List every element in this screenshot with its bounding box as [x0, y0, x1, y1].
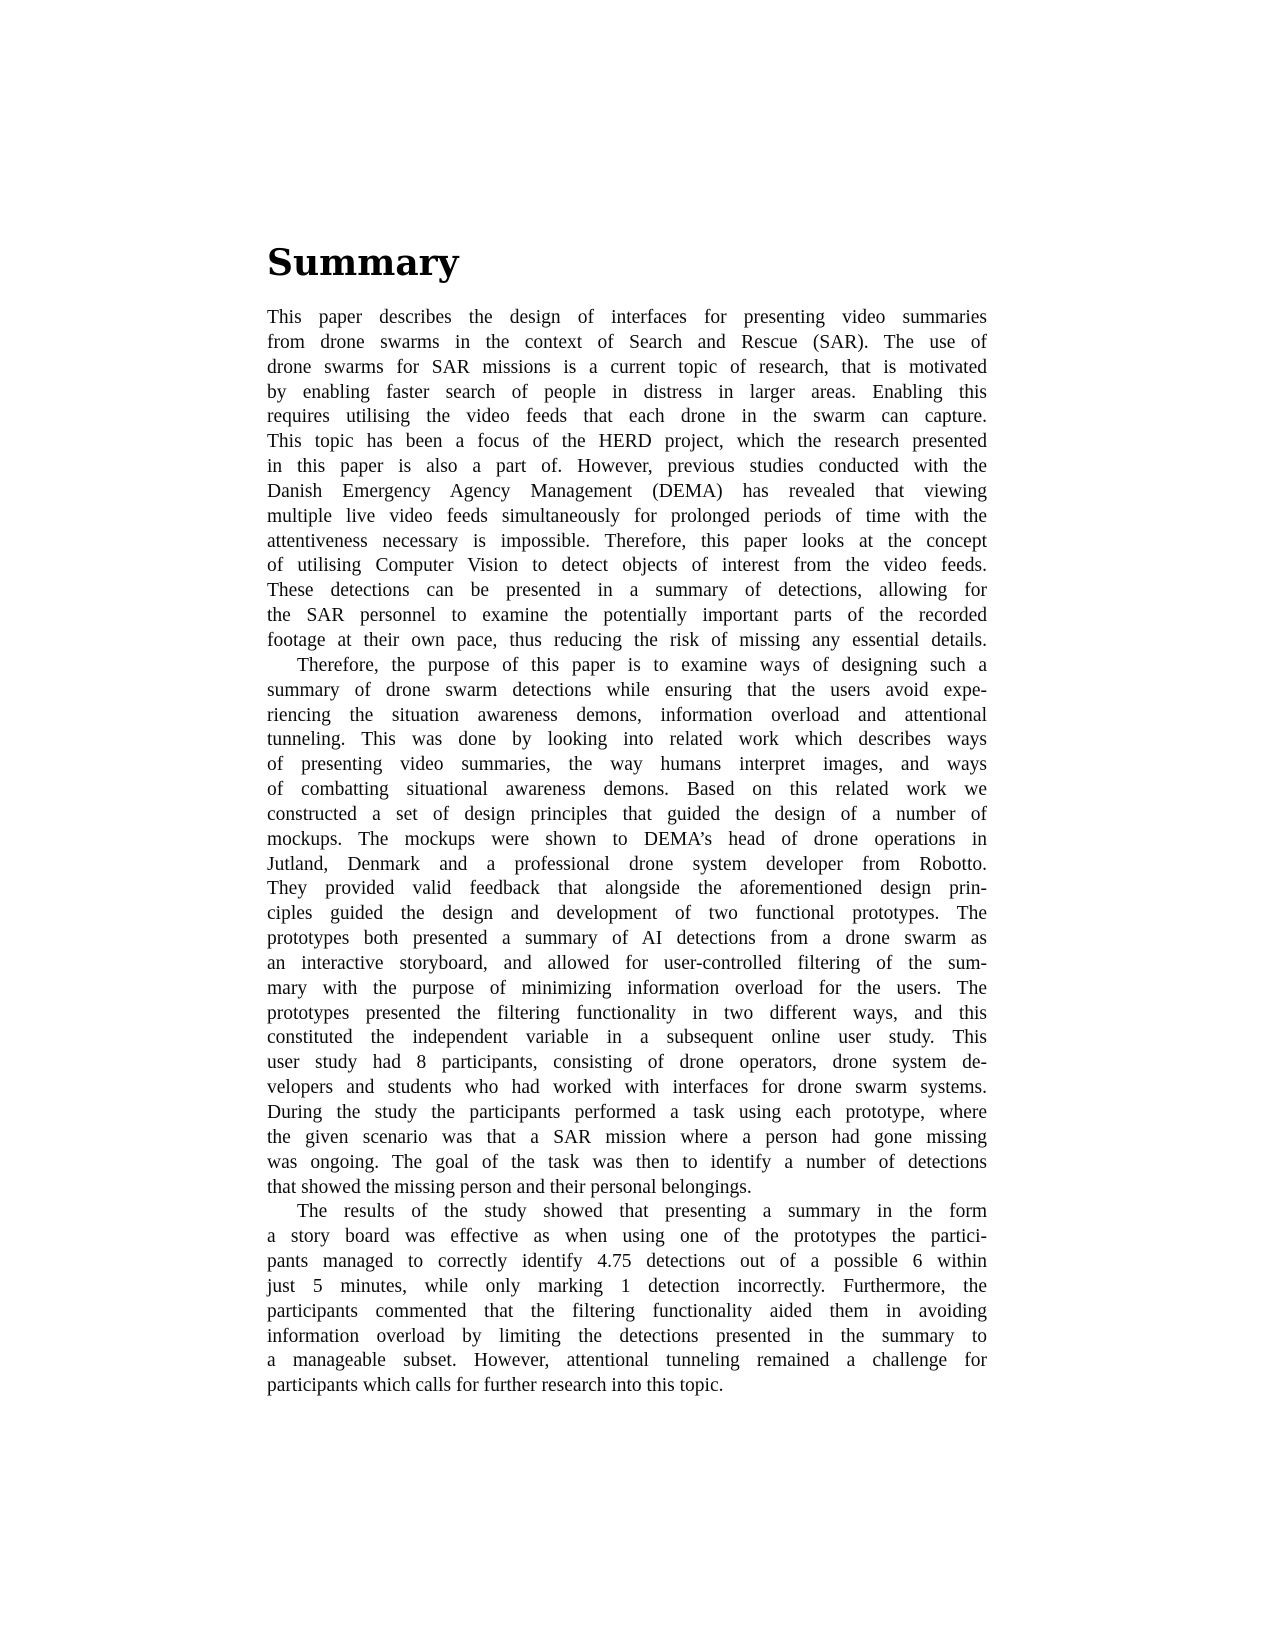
- text-column: [267, 244, 987, 1399]
- text-line: tunneling. This was done by looking into related work which describes ways: [267, 729, 987, 751]
- text-line: a story board was effective as when using one of the prototypes the partici-: [267, 1226, 987, 1248]
- text-line: participants commented that the filtering functionality aided them in avoiding: [267, 1300, 987, 1322]
- text-line: of utilising Computer Vision to detect objects of interest from the video feeds.: [267, 555, 987, 577]
- text-line: of presenting video summaries, the way humans interpret images, and ways: [267, 754, 987, 776]
- text-line: This topic has been a focus of the HERD project, which the research presented: [267, 431, 987, 453]
- text-line: by enabling faster search of people in distress in larger areas. Enabling this: [267, 381, 987, 403]
- text-line: drone swarms for SAR missions is a current topic of research, that is motivated: [267, 356, 987, 378]
- text-line: of combatting situational awareness demons. Based on this related work we: [267, 779, 987, 801]
- text-line: riencing the situation awareness demons, information overload and attentional: [267, 704, 987, 726]
- text-line: attentiveness necessary is impossible. Therefore, this paper looks at the concept: [267, 530, 987, 552]
- text-line: that showed the missing person and their personal belongings.: [267, 1176, 752, 1198]
- text-line: participants which calls for further research into this topic.: [267, 1375, 724, 1397]
- text-line: They provided valid feedback that alongside the aforementioned design prin-: [267, 878, 987, 900]
- text-line: prototypes both presented a summary of AI detections from a drone swarm as: [267, 928, 987, 950]
- text-line: information overload by limiting the detections presented in the summary to: [267, 1325, 987, 1347]
- text-line: from drone swarms in the context of Search and Rescue (SAR). The use of: [267, 331, 987, 353]
- text-line: mary with the purpose of minimizing information overload for the users. The: [267, 977, 987, 999]
- text-line: During the study the participants performed a task using each prototype, where: [267, 1102, 987, 1123]
- text-line: just 5 minutes, while only marking 1 detection incorrectly. Furthermore, the: [267, 1275, 987, 1297]
- text-line: requires utilising the video feeds that each drone in the swarm can capture.: [267, 406, 987, 428]
- text-line: prototypes presented the filtering functionality in two different ways, and this: [267, 1002, 987, 1024]
- text-line: Jutland, Denmark and a professional drone system developer from Robotto.: [267, 853, 987, 875]
- text-line: pants managed to correctly identify 4.75 detections out of a possible 6 within: [267, 1251, 987, 1273]
- text-line: Danish Emergency Agency Management (DEMA) has revealed that viewing: [267, 480, 987, 502]
- text-line: a manageable subset. However, attentional tunneling remained a challenge for: [267, 1350, 987, 1372]
- text-line: was ongoing. The goal of the task was then to identify a number of detections: [267, 1151, 987, 1173]
- document-body: [267, 306, 987, 1399]
- text-line: the SAR personnel to examine the potentially important parts of the recorded: [267, 605, 987, 627]
- text-line: in this paper is also a part of. However, previous studies conducted with the: [267, 456, 987, 478]
- text-line: constructed a set of design principles that guided the design of a number of: [267, 803, 987, 825]
- text-line: user study had 8 participants, consisting of drone operators, drone system de-: [267, 1052, 987, 1074]
- text-line: The results of the study showed that presenting a summary in the form: [297, 1201, 987, 1223]
- text-line: multiple live video feeds simultaneously for prolonged periods of time with the: [267, 505, 987, 527]
- text-line: an interactive storyboard, and allowed for user-controlled filtering of the sum-: [267, 952, 987, 974]
- text-line: velopers and students who had worked with interfaces for drone swarm systems.: [267, 1077, 987, 1099]
- text-line: summary of drone swarm detections while ensuring that the users avoid expe-: [267, 679, 987, 701]
- text-line: footage at their own pace, thus reducing the risk of missing any essential details.: [267, 629, 987, 651]
- text-line: mockups. The mockups were shown to DEMA’s head of drone operations in: [267, 828, 987, 850]
- text-line: These detections can be presented in a summary of detections, allowing for: [267, 580, 987, 602]
- page-title: Summary: [267, 242, 459, 284]
- text-line: constituted the independent variable in a subsequent online user study. This: [267, 1027, 987, 1049]
- text-line: the given scenario was that a SAR mission where a person had gone missing: [267, 1126, 987, 1148]
- text-line: Therefore, the purpose of this paper is to examine ways of designing such a: [297, 654, 987, 676]
- text-line: This paper describes the design of interfaces for presenting video summaries: [267, 307, 987, 328]
- text-line: ciples guided the design and development of two functional prototypes. The: [267, 903, 987, 925]
